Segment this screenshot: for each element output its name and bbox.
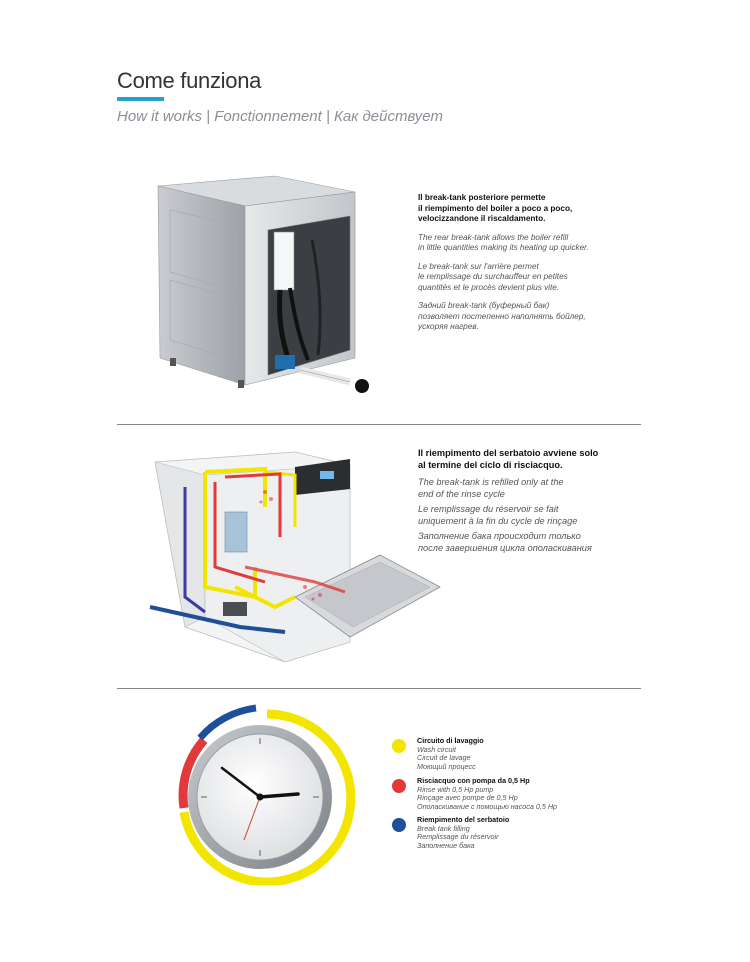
legend-wash-it: Circuito di lavaggio [417, 736, 484, 745]
page-subtitle: How it works | Fonctionnement | Как действует [117, 108, 443, 125]
section1-italian: Il break-tank posteriore permette il riempimento del boiler a poco a poco, velocizzandone il riscaldamento. [418, 193, 573, 223]
section2-french: Le remplissage du réservoir se fait uniquement à la fin du cycle de rinçage [418, 504, 578, 526]
legend-rinse-it: Risciacquo con pompa da 0,5 Hp [417, 776, 530, 785]
section1-english: The rear break-tank allows the boiler refill in little quantities making its heating up quicker. [418, 232, 589, 252]
dishwasher-transparent-illustration [145, 447, 445, 667]
section1-french: Le break-tank sur l'arrière permet le remplissage du surchauffeur en petites quantités et le procès devient plus vite. [418, 261, 568, 292]
title-accent-bar [117, 97, 164, 101]
legend-dot-yellow [392, 739, 406, 753]
legend-wash-en: Wash circuit [417, 744, 457, 754]
legend-dot-red [392, 779, 406, 793]
divider-2 [117, 688, 641, 689]
legend-wash-ru: Моющий процесс [417, 761, 476, 771]
section2-russian: Заполнение бака происходит только после завершения цикла ополаскивания [418, 531, 592, 553]
legend-fill-it: Riempimento del serbatoio [417, 815, 510, 824]
section2-english: The break-tank is refilled only at the end of the rinse cycle [418, 477, 564, 499]
section2-text [418, 447, 658, 557]
dishwasher-rear-illustration [150, 170, 390, 402]
legend-rinse-en: Rinse with 0,5 Hp pump [417, 784, 494, 794]
legend-wash-fr: Circuit de lavage [417, 753, 471, 763]
page-title: Come funziona [117, 68, 262, 93]
section1-text [418, 193, 648, 341]
legend-rinse-ru: Ополаскивание с помощью насоса 0,5 Hp [417, 801, 558, 811]
legend-dot-blue [392, 818, 406, 832]
divider-1 [117, 424, 641, 425]
legend-fill-fr: Remplissage du réservoir [417, 832, 499, 842]
legend-fill-ru: Заполнение бака [417, 840, 475, 850]
section2-italian: Il riempimento del serbatoio avviene solo al termine del ciclo di risciacquo. [418, 448, 599, 470]
legend-rinse-fr: Rinçage avec pompe de 0,5 Hp [417, 793, 518, 803]
section1-russian: Задний break-tank (буферный бак) позволяет постепенно наполнять бойлер, ускоряя нагрев. [418, 301, 586, 331]
clock-cycle-diagram [170, 700, 360, 885]
legend-fill-en: Break tank filling [417, 823, 470, 833]
